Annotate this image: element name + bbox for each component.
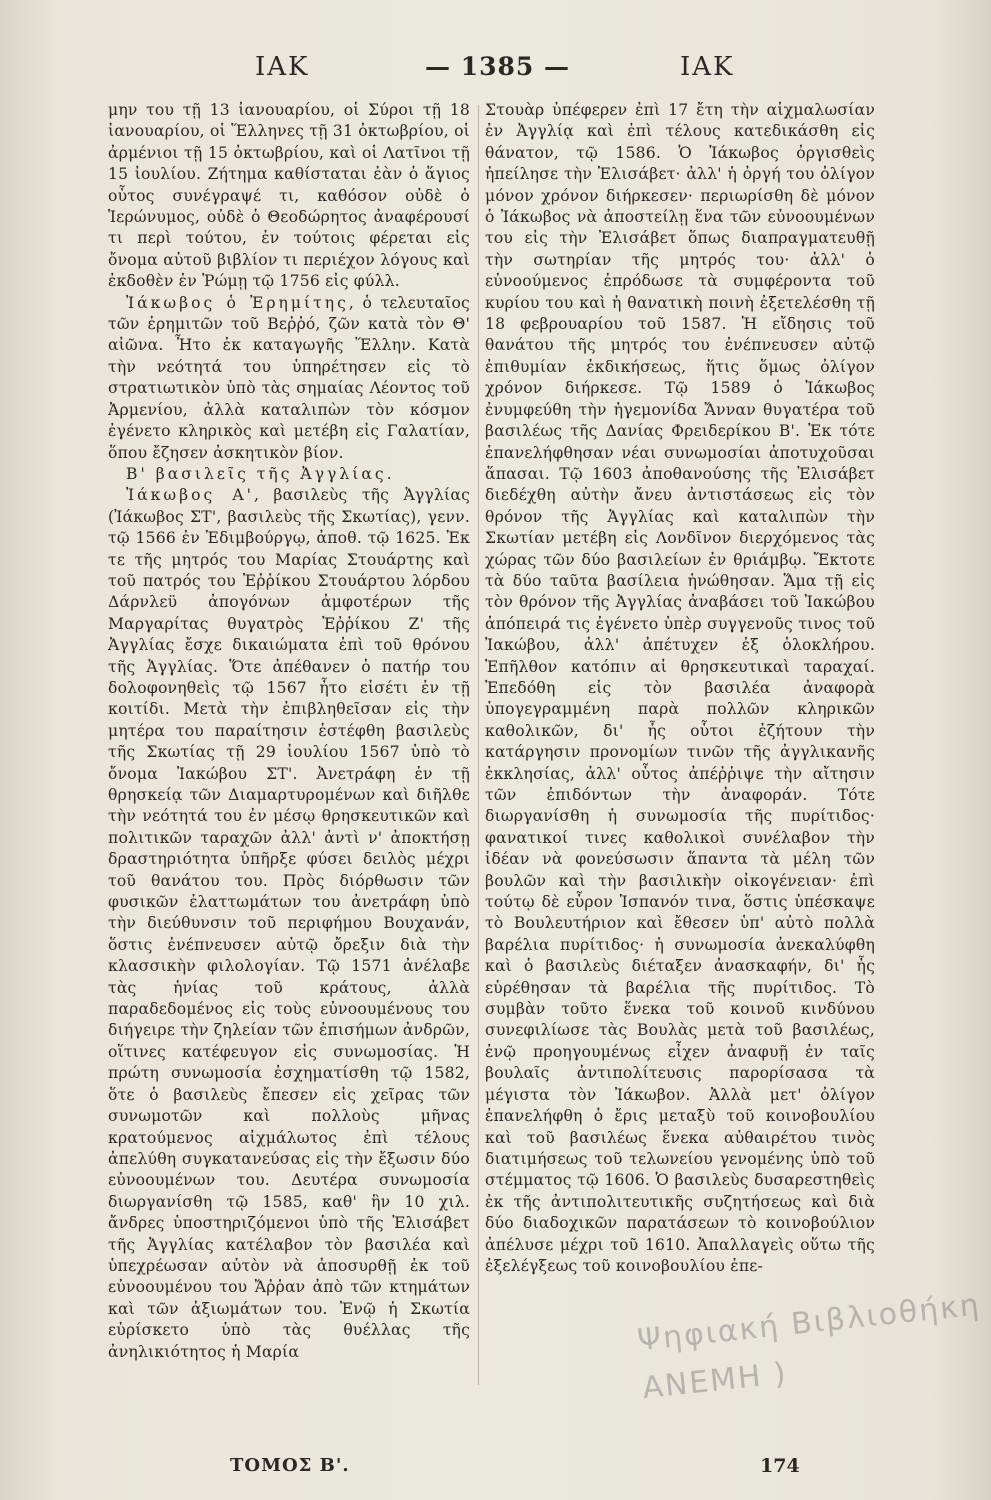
entry-headword: Ἰάκωβος Α' — [126, 486, 254, 505]
entry-iakovos-a — [108, 485, 470, 1363]
entry-text: , ὁ τελευταῖος τῶν ἐρημιτῶν τοῦ Βεῤῥό, ζῶν κατὰ τὸν Θ' αἰῶνα. Ἦτο ἐκ καταγωγῆς Ἕλλην. Κατὰ τὴν νεότητά του ὑπηρέτησεν εἰς τὸ στρατιωτικὸν ὑπὸ τὰς σημαίας Λέοντος τοῦ Ἀρμενίου, ἀλλὰ καταλιπὼν τὸν κόσμον ἐγένετο κληρικὸς καὶ μετέβη εἰς Γαλατίαν, ὅπου ἔζησεν ἀσκητικὸν βίον. — [108, 293, 470, 462]
entry-text: , βασιλεὺς τῆς Ἀγγλίας (Ἰάκωβος ΣΤ', βασιλεὺς τῆς Σκωτίας), γενν. τῷ 1566 ἐν Ἐδιμβούργῳ, ἀποθ. τῷ 1625. Ἐκ τε τῆς μητρός του Μαρίας Στουάρτης καὶ τοῦ πατρός του Ἐῤῥίκου Στουάρτου λόρδου Δάρνλεϋ ἀπογόνων ἀμφοτέρων τῆς Μαργαρίτας θυγατρὸς Ἐῤῥίκου Ζ' τῆς Ἀγγλίας ἔσχε δικαιώματα ἐπὶ τοῦ θρόνου τῆς Ἀγγλίας. Ὅτε ἀπέθανεν ὁ πατήρ του δολοφονηθεὶς τῷ 1567 ἦτο εἰσέτι ἐν τῇ κοιτίδι. Μετὰ τὴν ἐπιβληθεῖσαν εἰς τὴν μητέρα του παραίτησιν ἐστέφθη βασιλεὺς τῆς Σκωτίας τῇ 29 ἰουλίου 1567 ὑπὸ τὸ ὄνομα Ἰακώβου ΣΤ'. Ἀνετράφη ἐν τῇ θρησκείᾳ τῶν Διαμαρτυρομένων καὶ διῆλθε τὴν νεότητά του ἐν μέσῳ θρησκευτικῶν καὶ πολιτικῶν ταραχῶν ἀλλ' ἀντὶ ν' ἀποκτήσῃ δραστηριότητα ὑπῆρξε φύσει δειλὸς μέχρι τοῦ θανάτου του. Πρὸς διόρθωσιν τῶν φυσικῶν ἐλαττωμάτων του ἀνετράφη ὑπὸ τὴν διεύθυνσιν τοῦ περιφήμου Βουχανάν, ὅστις ἐνέπνευσεν αὐτῷ ὄρεξιν διὰ τὴν κλασσικὴν φιλολογίαν. Τῷ 1571 ἀνέλαβε τὰς ἡνίας τοῦ κράτους, ἀλλὰ παραδεδομένος εἰς τοὺς εὐνοουμένους του διήγειρε τὴν ζηλείαν τῶν ἐπισήμων ἀνδρῶν, οἵτινες κατέφευγον εἰς συνωμοσίας. Ἡ πρώτη συνωμοσία ἐσχηματίσθη τῷ 1582, ὅτε ὁ βασιλεὺς ἔπεσεν εἰς χεῖρας τῶν συνωμοτῶν καὶ πολλοὺς μῆνας κρατούμενος αἰχμάλωτος ἐπὶ τέλους ἀπελύθη συγκατανεύσας εἰς τὴν ἔξωσιν δύο εὐνοουμένων του. Δευτέρα συνωμοσία διωργανίσθη τῷ 1585, καθ' ἣν 10 χιλ. ἄνδρες ὑποστηριζόμενοι ὑπὸ τῆς Ἐλισάβετ τῆς Ἀγγλίας κατέλαβον τὸν βασιλέα καὶ ὑπεχρέωσαν αὐτὸν νὰ ἀποσυρθῇ ἐκ τοῦ εὐνοουμένου του Ἄῤῥαν ἀπὸ τῶν κτημάτων καὶ τῶν ἀξιωμάτων του. Ἐνῷ ἡ Σκωτία εὑρίσκετο ὑπὸ τὰς θυέλλας τῆς ἀνηλικιότητος ἡ Μαρία — [108, 486, 471, 1361]
column-divider — [478, 105, 479, 1385]
paragraph-continuation: μην του τῇ 13 ἰανουαρίου, οἱ Σύροι τῇ 18 ἰανουαρίου, οἱ Ἕλληνες τῇ 31 ὀκτωβρίου, οἱ ἀρμένιοι τῇ 15 ὀκτωβρίου, καὶ οἱ Λατῖνοι τῇ 15 ἰουλίου. Ζήτημα καθίσταται ἐὰν ὁ ἅγιος οὗτος συνέγραψέ τι, καθόσον οὐδὲ ὁ Ἱερώνυμος, οὐδὲ ὁ Θεοδώρητος ἀναφέρουσί τι περὶ τούτου, ἐν τούτοις φέρεται εἰς ὄνομα αὐτοῦ βιβλίον τι περιέχον λόγους καὶ ἐκδοθὲν ἐν Ῥώμῃ τῷ 1756 εἰς φύλλ. — [108, 101, 470, 291]
section-heading: Β' βασιλεῖς τῆς Ἀγγλίας. — [126, 464, 395, 483]
paragraph-continuation: Στουὰρ ὑπέφερεν ἐπὶ 17 ἔτη τὴν αἰχμαλωσίαν ἐν Ἀγγλίᾳ καὶ ἐπὶ τέλους κατεδικάσθη εἰς θάνατον, τῷ 1586. Ὁ Ἰάκωβος ὀργισθεὶς ἠπείλησε τὴν Ἐλισάβετ· ἀλλ' ἡ ὀργή του ὀλίγον μόνον χρόνον διήρκεσεν· περιωρίσθη δὲ μόνον ὁ Ἰάκωβος νὰ ἀποστείλῃ ἕνα τῶν εὐνοουμένων του εἰς τὴν Ἐλισάβετ ὅπως διαπραγματευθῇ τὴν σωτηρίαν τῆς μητρός του· ἀλλ' ὁ εὐνοούμενος ἐπρόδωσε τὰ συμφέροντα τοῦ κυρίου του καὶ ἡ θανατικὴ ποινὴ ἐξετελέσθη τῇ 18 φεβρουαρίου τοῦ 1587. Ἡ εἴδησις τοῦ θανάτου τῆς μητρός του ἐνέπνευσεν αὐτῷ ἐπιθυμίαν ἐκδικήσεως, ἥτις ὅμως ὀλίγον χρόνον διήρκεσε. Τῷ 1589 ὁ Ἰάκωβος ἐνυμφεύθη τὴν ἡγεμονίδα Ἄνναν θυγατέρα τοῦ βασιλέως τῆς Δανίας Φρειδερίκου Β'. Ἐκ τότε ἐπανελήφθησαν νέαι συνωμοσίαι ἀποτυχοῦσαι ἅπασαι. Τῷ 1603 ἀποθανούσης τῆς Ἐλισάβετ διεδέχθη αὐτὴν ἄνευ ἀντιστάσεως εἰς τὸν θρόνον τῆς Ἀγγλίας καὶ καταλιπὼν τὴν Σκωτίαν μετέβη εἰς Λονδῖνον διερχόμενος τὰς χώρας τῶν δύο βασιλείων ἐν θριάμβῳ. Ἔκτοτε τὰ δύο ταῦτα βασίλεια ἡνώθησαν. Ἅμα τῇ εἰς τὸν θρόνον τῆς Ἀγγλίας ἀναβάσει τοῦ Ἰακώβου ἀπόπειρά τις ἐγένετο ὑπὲρ συγγενοῦς τινος τοῦ Ἰακώβου, ἀλλ' ἀπέτυχεν ἐξ ὁλοκλήρου. Ἐπῆλθον κατόπιν αἱ θρησκευτικαὶ ταραχαί. Ἐπεδόθη εἰς τὸν βασιλέα ἀναφορὰ ὑπογεγραμμένη παρὰ πολλῶν κληρικῶν καθολικῶν, δι' ἧς οὗτοι ἐζήτουν τὴν κατάργησιν προνομίων τινῶν τῆς ἀγγλικανῆς ἐκκλησίας, ἀλλ' οὗτος ἀπέῤῥιψε τὴν αἴτησιν τῶν ἐπιδόντων τὴν ἀναφοράν. Τότε διωργανίσθη ἡ συνωμοσία τῆς πυρίτιδος· φανατικοί τινες καθολικοὶ συνέλαβον τὴν ἰδέαν νὰ φονεύσωσιν ἅπαντα τὰ μέλη τῶν βουλῶν καὶ τὴν βασιλικὴν οἰκογένειαν· ἐπὶ τούτῳ δὲ εὗρον Ἱσπανόν τινα, ὅστις ὑπέσκαψε τὸ Βουλευτήριον καὶ ἔθεσεν ὑπ' αὐτὸ πολλὰ βαρέλια πυρίτιδος· ἡ συνωμοσία ἀνεκαλύφθη καὶ ὁ βασιλεὺς διέταξεν ἀνασκαφήν, δι' ἧς εὑρέθησαν τὰ βαρέλια τῆς πυρίτιδος. Τὸ συμβὰν τοῦτο ἕνεκα τοῦ κοινοῦ κινδύνου συνεφιλίωσε τὰς Βουλὰς μετὰ τοῦ βασιλέως, ἐνῷ προηγουμένως εἶχεν ἀναφυῇ ἐν ταῖς βουλαῖς ἀντιπολίτευσις παρορίσασα τὰ μέγιστα τὸν Ἰάκωβον. Ἀλλὰ μετ' ὀλίγον ἐπανελήφθη ὁ ἔρις μεταξὺ τοῦ κοινοβουλίου καὶ τοῦ βασιλέως ἕνεκα αὐθαιρέτου τινὸς διατιμήσεως τοῦ τελωνείου γενομένης ὑπὸ τοῦ στέμματος τῷ 1606. Ὁ βασιλεὺς δυσαρεστηθεὶς ἐκ τῆς ἀντιπολιτευτικῆς συζητήσεως καὶ διὰ δύο διαδοχικῶν παρατάσεων τὸ κοινοβούλιον ἀπέλυσε μέχρι τοῦ 1610. Ἀπαλλαγεὶς οὕτω τῆς ἐξελέγξεως τοῦ κοινοβουλίου ἐπε- — [485, 101, 875, 1275]
volume-label: ΤΟΜΟΣ Β'. — [230, 1455, 350, 1476]
running-head — [95, 52, 900, 92]
left-column — [108, 100, 470, 1363]
right-column — [485, 100, 875, 1277]
header-right-keyword: ΙΑΚ — [680, 52, 735, 82]
entry-iakovos-eremites — [108, 293, 470, 464]
signature-number: 174 — [760, 1455, 800, 1477]
library-watermark: Ψηφιακή Βιβλιοθήκη ΑΝΕΜΗ ) — [635, 1287, 983, 1407]
entry-headword: Ἰάκωβος ὁ Ἐρημίτης — [126, 293, 349, 312]
header-left-keyword: ΙΑΚ — [255, 52, 310, 82]
page-number: — 1385 — — [425, 52, 570, 81]
